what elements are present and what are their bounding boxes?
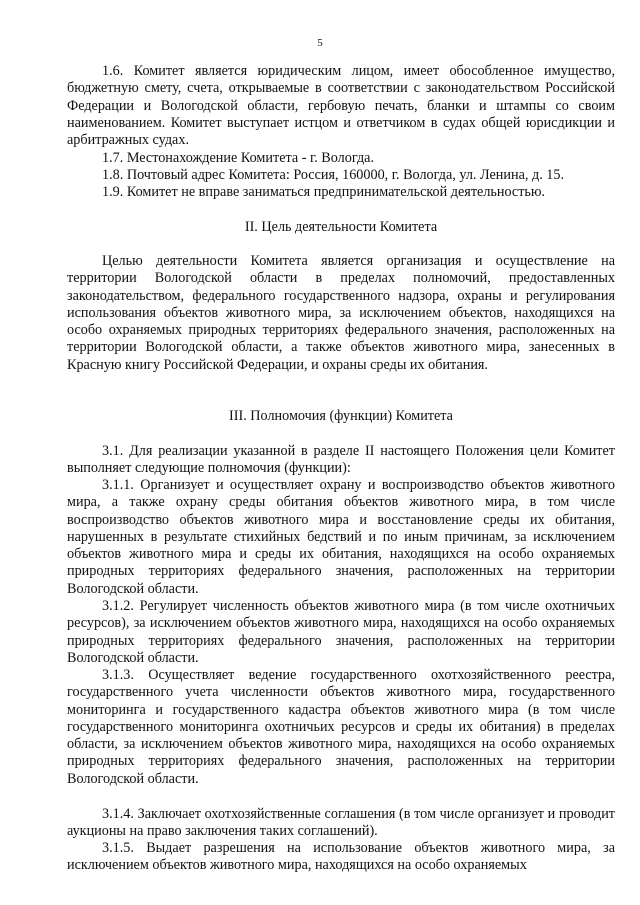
section-2-text: Целью деятельности Комитета является организация и осуществление на территории Вологодской области в пределах полномочий, предоставленных законодательством, федерального государственного надзора, охраны и регулирования использования объектов животного мира, за исключением объектов, находящихся на особо охраняемых природных территориях федерального значения, расположенных на территории Вологодской области, а также объектов животного мира, занесенных в Красную книгу Российской Федерации, и охраны среды их обитания. <box>67 253 615 373</box>
paragraph-1-6: 1.6. Комитет является юридическим лицом, имеет обособленное имущество, бюджетную смету, счета, открываемые в соответствии с законодательством Российской Федерации и Вологодской области, гербовую печать, бланки и штампы со своим наименованием. Комитет выступает истцом и ответчиком в судах общей юрисдикции и арбитражных судах. <box>67 63 615 149</box>
paragraph-3-1-3: 3.1.3. Осуществляет ведение государственного охотхозяйственного реестра, государственного учета численности объектов животного мира, государственного мониторинга и государственного кадастра объектов животного мира (в том числе государственного мониторинга охотничьих ресурсов и среды их обитания) в пределах области, за исключением объектов животного мира, находящихся на особо охраняемых природных территориях федерального значения, расположенных на территории Вологодской области. <box>67 667 615 787</box>
paragraph-1-9: 1.9. Комитет не вправе заниматься предпринимательской деятельностью. <box>102 184 546 200</box>
page-number: 5 <box>317 37 323 49</box>
paragraph-3-1: 3.1. Для реализации указанной в разделе II настоящего Положения цели Комитет выполняет следующие полномочия (функции): <box>67 443 615 477</box>
section-3-heading: III. Полномочия (функции) Комитета <box>229 408 453 424</box>
paragraph-1-7: 1.7. Местонахождение Комитета - г. Вологда. <box>102 150 375 166</box>
paragraph-3-1-4: 3.1.4. Заключает охотхозяйственные соглашения (в том числе организует и проводит аукционы на право заключения таких соглашений). <box>67 806 615 840</box>
paragraph-3-1-1: 3.1.1. Организует и осуществляет охрану и воспроизводство объектов животного мира, а также охрану среды обитания объектов животного мира, в том числе воспроизводство объектов животного мира и восстановление среды их обитания, нарушенных в результате стихийных бедствий и по иным причинам, за исключением объектов животного мира и среды их обитания, находящихся на особо охраняемых природных территориях федерального значения, расположенных на территории Вологодской области. <box>67 477 615 597</box>
paragraph-1-8: 1.8. Почтовый адрес Комитета: Россия, 160000, г. Вологда, ул. Ленина, д. 15. <box>102 167 565 183</box>
section-2-heading: II. Цель деятельности Комитета <box>244 219 438 235</box>
paragraph-3-1-2: 3.1.2. Регулирует численность объектов животного мира (в том числе охотничьих ресурсов), за исключением объектов животного мира, находящихся на особо охраняемых природных территориях федерального значения, расположенных на территории Вологодской области. <box>67 598 615 666</box>
paragraph-3-1-5: 3.1.5. Выдает разрешения на использование объектов животного мира, за исключением объектов животного мира, находящихся на особо охраняемых <box>67 840 615 874</box>
